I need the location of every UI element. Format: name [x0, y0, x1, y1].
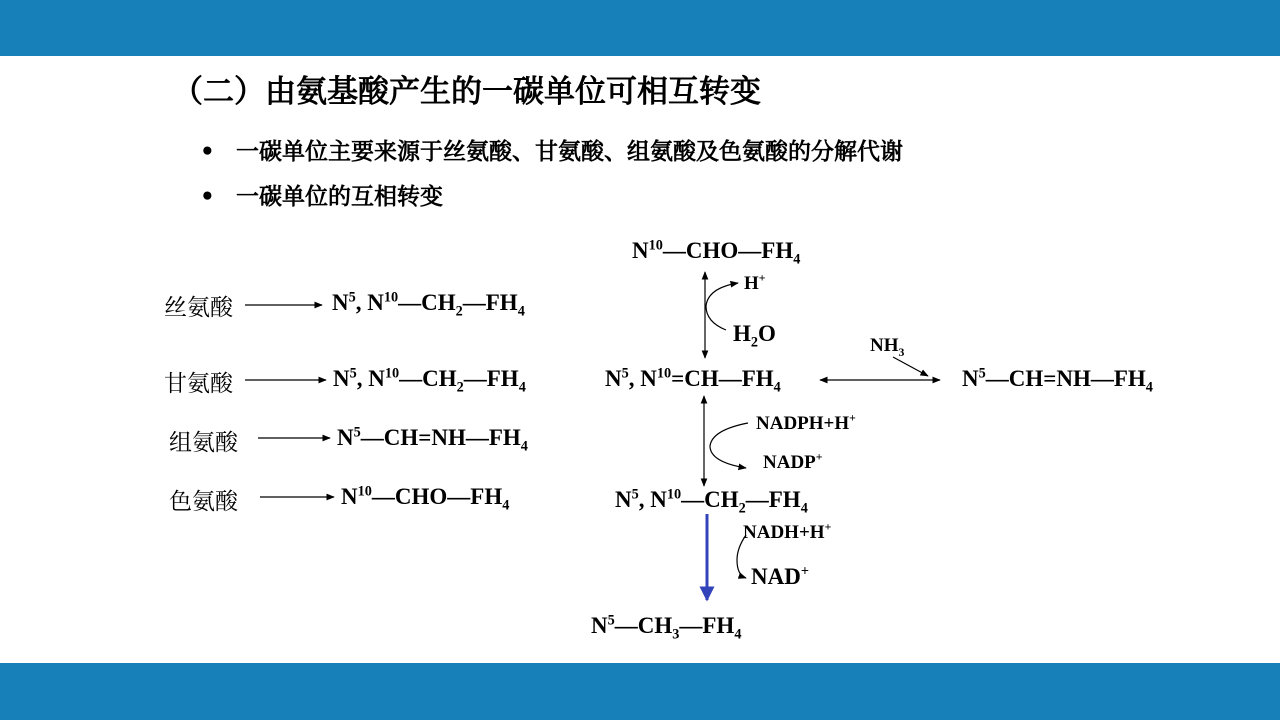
formyl-fh4: $N^{10}—CHO—FH_4$: [632, 237, 801, 268]
amino-acid-histidine: 组氨酸: [169, 430, 238, 456]
bullet-marker: •: [200, 139, 215, 165]
nadp-label: NADP+: [763, 450, 823, 473]
bullet-text: 一碳单位的互相转变: [236, 184, 443, 210]
curve-nadph: [710, 423, 748, 468]
water-label: $H_2O$: [733, 321, 776, 351]
tryptophan-product: $N^{10}—CHO—FH_4$: [341, 483, 510, 514]
methyl-fh4: $N^5—CH_3—FH_4$: [591, 612, 742, 643]
amino-acid-tryptophan: 色氨酸: [169, 489, 238, 515]
serine-product: $N^5$, $N^{10}—CH_2—FH_4$: [332, 289, 525, 320]
formimino-fh4: $N^5—CH=NH—FH_4$: [962, 365, 1153, 396]
nadph-label: NADPH+H+: [756, 411, 856, 434]
arrow-ammonia: [893, 357, 928, 376]
amino-acid-glycine: 甘氨酸: [164, 371, 233, 397]
amino-acid-serine: 丝氨酸: [164, 295, 233, 321]
glycine-product: $N^5$, $N^{10}—CH_2—FH_4$: [333, 365, 526, 396]
methenyl-fh4: $N^5$, $N^{10}=CH—FH_4$: [605, 365, 781, 396]
nadh-label: NADH+H+: [743, 520, 832, 543]
ammonia-label: $NH_3$: [870, 335, 905, 359]
methylene-fh4: $N^5$, $N^{10}—CH_2—FH_4$: [615, 486, 808, 517]
slide-title: （二）由氨基酸产生的一碳单位可相互转变: [172, 74, 761, 110]
bullet-text: 一碳单位主要来源于丝氨酸、甘氨酸、组氨酸及色氨酸的分解代谢: [236, 139, 903, 165]
nad-label: NAD+: [751, 563, 809, 589]
h-plus-label: H+: [744, 271, 766, 294]
histidine-product: $N^5—CH=NH—FH_4$: [337, 424, 528, 455]
bullet-marker: •: [200, 184, 215, 210]
